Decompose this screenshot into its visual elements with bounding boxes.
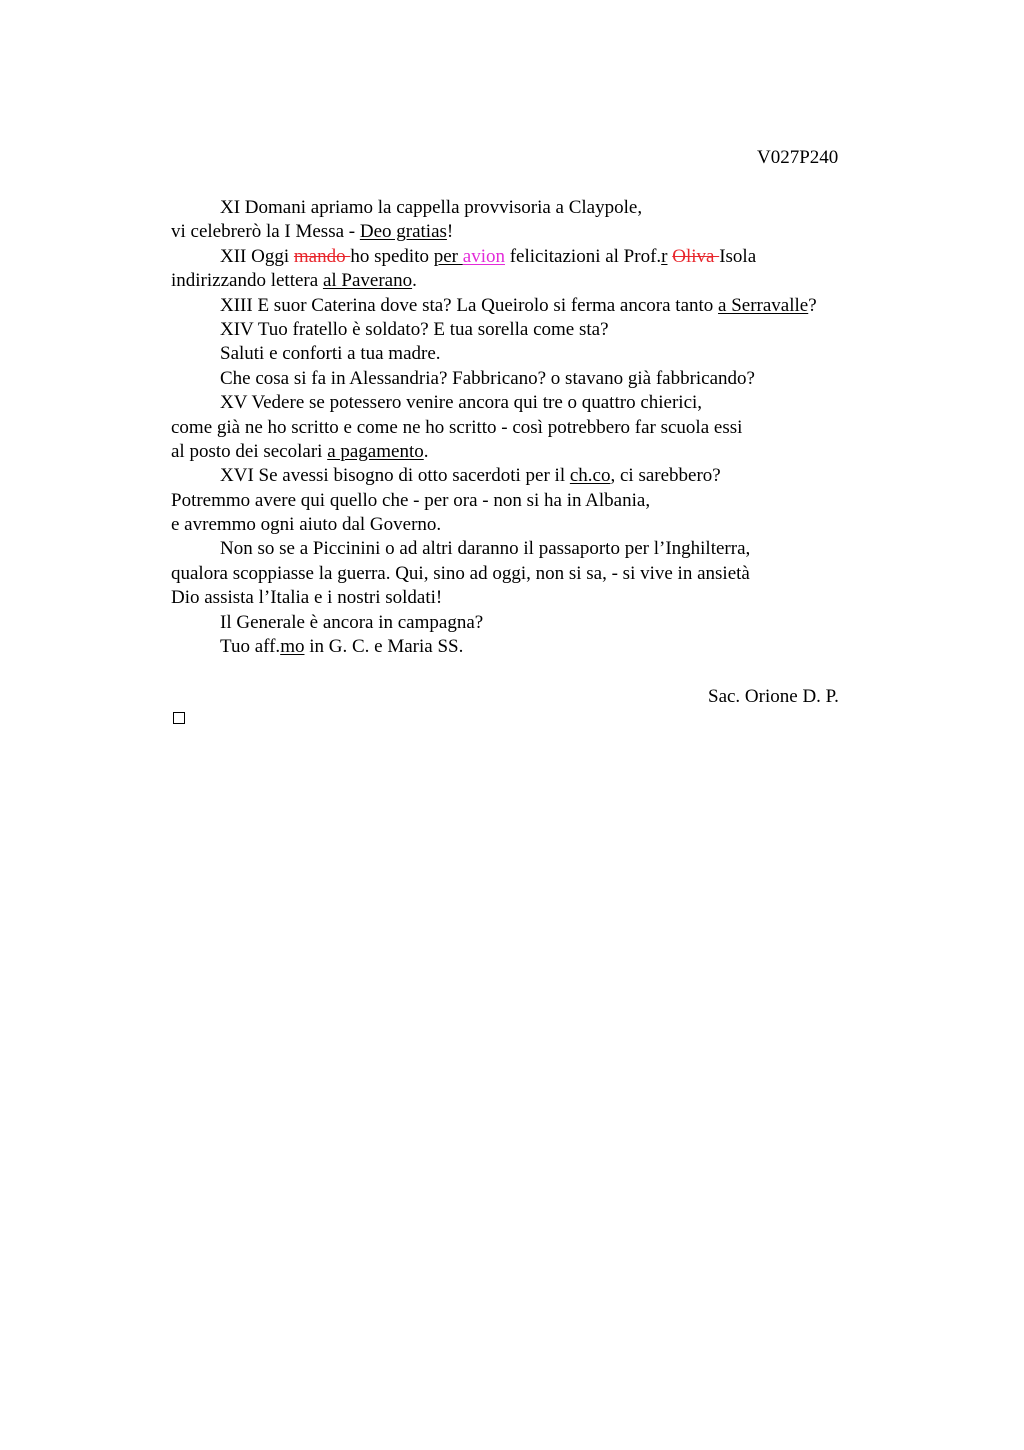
text: Che cosa si fa in Alessandria? Fabbricano? o stavano già fabbricando?: [220, 367, 755, 389]
line: [171, 342, 891, 366]
underlined-text: a pagamento: [327, 440, 424, 462]
end-marker-square-icon: [173, 712, 185, 724]
text: Potremmo avere qui quello che - per ora - non si ha in Albania,: [171, 489, 651, 511]
line: [171, 367, 891, 391]
line: [171, 220, 891, 244]
text: , ci sarebbero?: [610, 465, 721, 487]
underlined-text: Deo gratias: [359, 221, 447, 243]
text: XV Vedere se potessero venire ancora qui tre o quattro chierici,: [220, 392, 703, 414]
line-xv: [171, 391, 891, 415]
text: !: [446, 221, 454, 243]
line: [171, 489, 891, 513]
text: Saluti e conforti a tua madre.: [220, 343, 441, 365]
text: ?: [808, 294, 817, 316]
text: e avremmo ogni aiuto dal Governo.: [171, 514, 442, 536]
text: felicitazioni al Prof.: [504, 245, 662, 267]
underlined-text: ch.co: [569, 465, 611, 487]
struck-text: mando: [293, 245, 351, 267]
line-xii: [171, 245, 891, 269]
text: XVI Se avessi bisogno di otto sacerdoti per il: [220, 465, 570, 487]
text: qualora scoppiasse la guerra. Qui, sino ad oggi, non si sa, - si vive in ansietà: [171, 562, 750, 584]
line-xiii: [171, 294, 891, 318]
line: [171, 562, 891, 586]
line: [171, 440, 891, 464]
text: Tuo aff.: [220, 636, 281, 658]
line: [171, 611, 891, 635]
line: [171, 586, 891, 610]
underlined-text: a Serravalle: [718, 294, 809, 316]
letter-body: [171, 196, 891, 659]
underlined-text: al Paverano: [322, 270, 413, 292]
line: [171, 513, 891, 537]
text: .: [412, 270, 417, 292]
text: indirizzando lettera: [171, 270, 323, 292]
text: Isola: [719, 245, 757, 267]
underlined-text: r: [661, 245, 668, 267]
text: ho spedito: [350, 245, 434, 267]
text: Il Generale è ancora in campagna?: [220, 611, 484, 633]
line: [171, 269, 891, 293]
underlined-text: mo: [280, 636, 305, 658]
line-xvi: [171, 464, 891, 488]
text: al posto dei secolari: [171, 440, 328, 462]
text: XII Oggi: [220, 245, 294, 267]
closing-line: [171, 635, 891, 659]
underlined-text: per: [433, 245, 459, 267]
text: XIV Tuo fratello è soldato? E tua sorella come sta?: [220, 318, 609, 340]
magenta-text: avion: [462, 245, 505, 267]
text: come già ne ho scritto e come ne ho scritto - così potrebbero far scuola essi: [171, 416, 743, 438]
text: XI Domani apriamo la cappella provvisoria a Claypole,: [220, 197, 643, 218]
text: Non so se a Piccinini o ad altri daranno il passaporto per l’Inghilterra,: [220, 538, 751, 560]
page-code: V027P240: [757, 147, 839, 168]
struck-text: Oliva: [672, 245, 720, 267]
line-xiv: [171, 318, 891, 342]
text: .: [423, 440, 429, 462]
signature: Sac. Orione D. P.: [708, 686, 839, 707]
text: Dio assista l’Italia e i nostri soldati!: [171, 587, 443, 609]
line-xi: [171, 196, 891, 220]
text: vi celebrerò la I Messa -: [171, 221, 360, 243]
text: in G. C. e Maria SS.: [304, 636, 464, 658]
line: [171, 416, 891, 440]
line: [171, 537, 891, 561]
text: XIII E suor Caterina dove sta? La Queirolo si ferma ancora tanto: [220, 294, 719, 316]
